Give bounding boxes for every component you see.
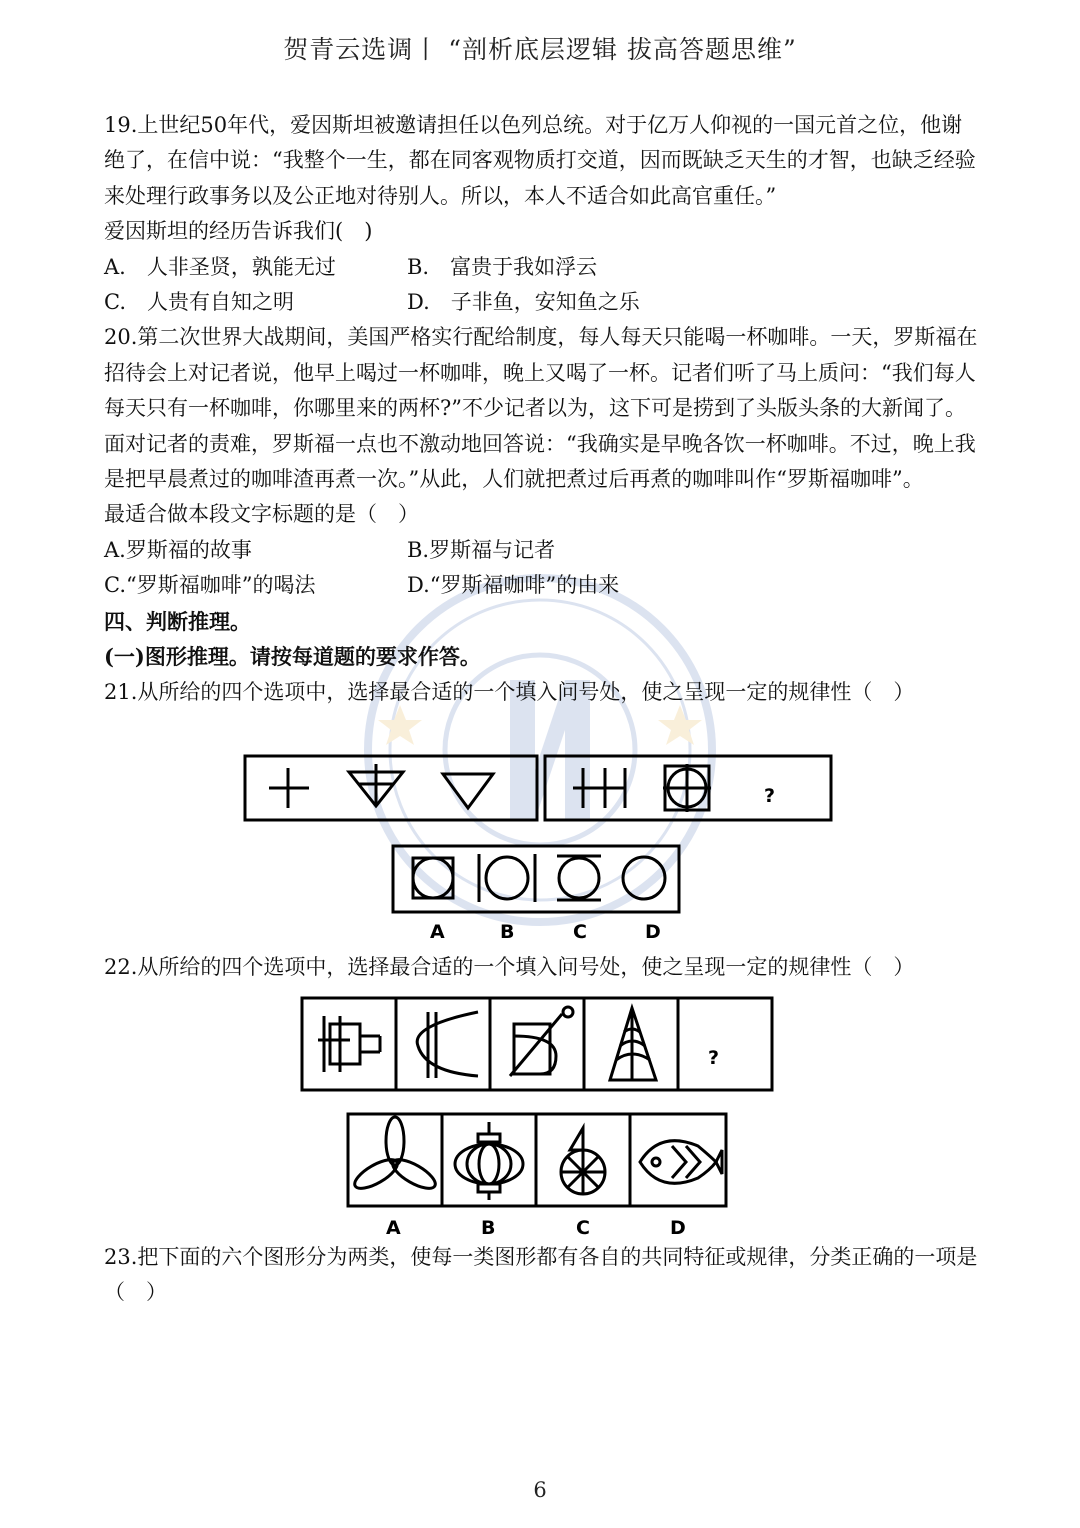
q22-stem: 22.从所给的四个选项中，选择最合适的一个填入问号处，使之呈现一定的规律性（ ） (104, 955, 915, 979)
q22-question-mark: ? (708, 1047, 720, 1069)
q19-option-c[interactable]: C. 人贵有自知之明 (104, 290, 294, 315)
q22-label-b: B (481, 1217, 496, 1239)
q22-label-a: A (386, 1217, 401, 1239)
q19-options-row1 (104, 250, 980, 285)
page-header: 贺青云选调丨 “剖析底层逻辑 拔高答题思维” (283, 35, 797, 64)
section-title: 四、判断推理。 (104, 608, 251, 634)
q20-option-c[interactable]: C.“罗斯福咖啡”的喝法 (104, 573, 316, 598)
q20-options-row2 (104, 568, 980, 603)
q21-label-d: D (645, 921, 661, 943)
q19-option-a[interactable]: A. 人非圣贤，孰能无过 (104, 254, 336, 279)
q21-label-c: C (573, 921, 587, 943)
q20-options-row1 (104, 533, 980, 568)
q19-stem: 19.上世纪50年代，爱因斯坦被邀请担任以色列总统。对于亿万人仰视的一国元首之位，他谢绝了，在信中说：“我整个一生，都在同客观物质打交道，因而既缺乏天生的才智，也缺乏经验来处理行政事务以及公正地对待别人。所以，本人不适合如此高官重任。” (104, 113, 976, 208)
q20-option-a[interactable]: A.罗斯福的故事 (104, 537, 252, 562)
q22-figure (300, 996, 774, 1241)
q21-stem: 21.从所给的四个选项中，选择最合适的一个填入问号处，使之呈现一定的规律性（ ） (104, 679, 915, 704)
q19-question: 爱因斯坦的经历告诉我们( ) (104, 219, 373, 244)
q21-figure (243, 754, 843, 944)
q20-stem: 20.第二次世界大战期间，美国严格实行配给制度，每人每天只能喝一杯咖啡。一天，罗斯福在招待会上对记者说，他早上喝过一杯咖啡，晚上又喝了一杯。记者们听了马上质问：“我们每人每天只有一杯咖啡，你哪里来的两杯?”不少记者以为，这下可是捞到了头版头条的大新闻了。面对记者的责难，罗斯福一点也不激动地回答说：“我确实是早晚各饮一杯咖啡。不过，晚上我是把早晨煮过的咖啡渣再煮一次。”从此，人们就把煮过后再煮的咖啡叫作“罗斯福咖啡”。 (104, 325, 978, 492)
q21-label-b: B (500, 921, 515, 943)
q23-stem: 23.把下面的六个图形分为两类，使每一类图形都有各自的共同特征或规律，分类正确的一项是（ ） (104, 1245, 978, 1305)
q20-question: 最适合做本段文字标题的是（ ） (104, 502, 419, 527)
q19-options-row2 (104, 285, 980, 320)
subsection-title: (一)图形推理。请按每道题的要求作答。 (104, 644, 481, 670)
page-number: 6 (533, 1478, 547, 1502)
q22-label-c: C (576, 1217, 590, 1239)
page-content (104, 108, 980, 710)
q21-label-a: A (430, 921, 445, 943)
q21-question-mark: ? (764, 785, 776, 807)
q20-option-d[interactable]: D.“罗斯福咖啡”的由来 (407, 573, 620, 598)
q20-option-b[interactable]: B.罗斯福与记者 (407, 537, 556, 562)
q19-option-b[interactable]: B. 富贵于我如浮云 (407, 254, 598, 279)
q22-label-d: D (670, 1217, 686, 1239)
q19-option-d[interactable]: D. 子非鱼，安知鱼之乐 (407, 290, 640, 315)
